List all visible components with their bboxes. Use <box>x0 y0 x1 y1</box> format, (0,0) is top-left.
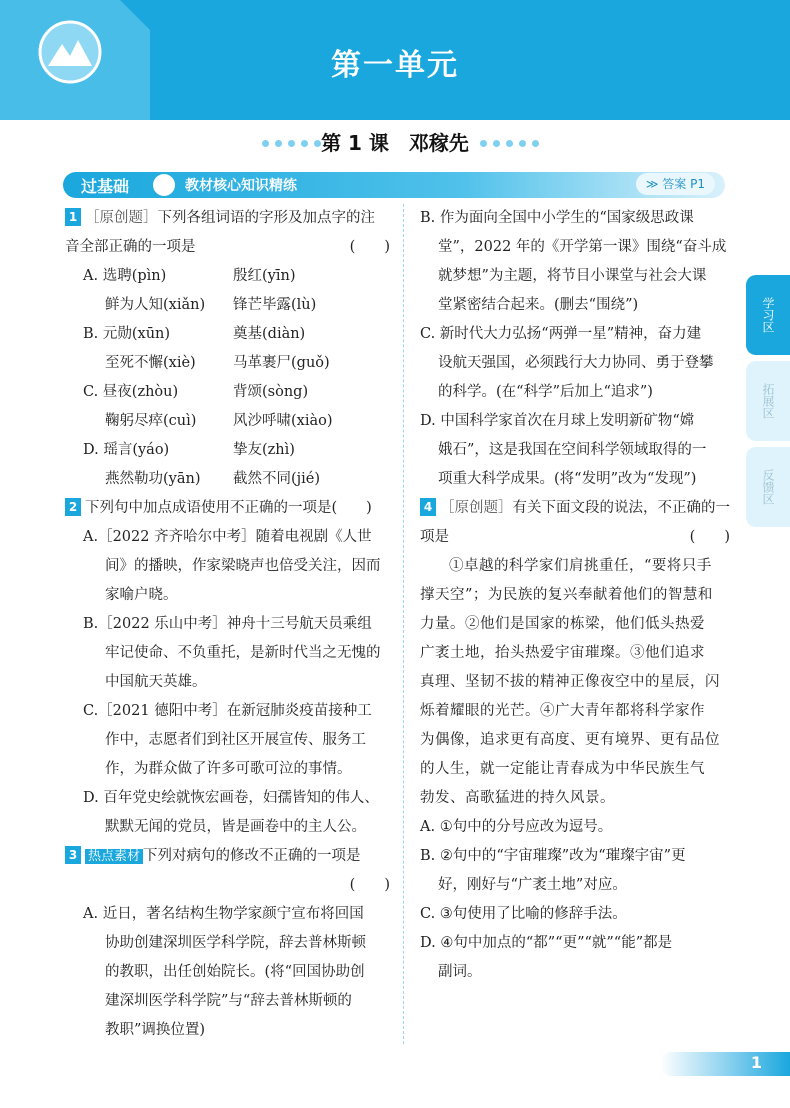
lesson-header <box>0 128 790 158</box>
question-2: 2 下列句中加点成语使用不正确的一项是( ) A.［2022 齐齐哈尔中考］随着电视剧《人世 间》的播映，作家梁晓声也倍受关注，因而 家喻户晓。 B.［2022 乐山中考］神舟十三号航天员乘组 牢记使命、不负重托，是新时代当之无愧的 中国航天英雄。 C.［2021 德阳中考］在新冠肺炎疫苗接种工 作中，志愿者们到社区开展宣传、服务工 作，为群众做了许多可歌可泣的事情。 D. 百年党史绘就恢宏画卷，妇孺皆知的伟人、 默默无闻的党员，皆是画卷中的主人公。 <box>65 494 390 842</box>
answer-paren: ( ) <box>349 239 390 255</box>
decor-dots-right <box>480 140 539 147</box>
hot-topic-badge: 热点素材 <box>85 849 143 864</box>
section-tag: 过基础 <box>81 177 130 196</box>
right-column <box>420 204 730 987</box>
tab-study[interactable]: 学习区 <box>746 275 790 355</box>
option: D. 瑶言(yáo) <box>83 442 170 458</box>
answer-link[interactable]: ≫ 答案 P1 <box>636 173 715 195</box>
option: B. 元勋(xūn) <box>83 326 171 342</box>
notebook-icon <box>153 174 175 196</box>
answer-paren: ( ) <box>689 529 730 545</box>
question-number: 4 <box>420 498 436 516</box>
tab-extend[interactable]: 拓展区 <box>746 361 790 441</box>
question-number: 2 <box>65 498 81 516</box>
section-bar <box>63 172 725 198</box>
q1-options: A. 选聘(pìn) 殷红(yīn) 鲜为人知(xiǎn) 锋芒毕露(lù) B. 元勋(xūn) 奠基(diàn) 至死不懈(xiè) 马革裹尸(guǒ) C. 昼夜(zhòu) 背颂(sòng) 鞠躬尽瘁(cuì) 风沙呼啸(xiào) D. 瑶言(yáo) 挚友(zhì) 燕然勒功(yān) 截然不同(jié) <box>65 262 390 494</box>
decor-dots-left <box>262 140 321 147</box>
side-tabs <box>746 275 790 533</box>
passage: ①卓越的科学家们肩挑重任，“要将只手 撑天空”；为民族的复兴奉献着他们的智慧和 力量。②他们是国家的栋梁，他们低头热爱 广袤土地，抬头热爱宇宙璀璨。③他们追求 真理、坚韧不拔的精神正像夜空中的星辰，闪 烁着耀眼的光芒。④广大青年都将科学家作 为偶像，追求更有高度、更有境界、更有品位 的人生，就一定能让青春成为中华民族生气 勃发、高歌猛进的持久风景。 <box>420 558 720 806</box>
question-3: 3 热点素材 下列对病句的修改不正确的一项是 ( ) A. 近日，著名结构生物学家颜宁宣布将回国 协助创建深圳医学科学院，辞去普林斯顿 的教职，出任创始院长。(将“回国协助创 建深圳医学科学院”与“辞去普林斯顿的 教职”调换位置) <box>65 842 390 1045</box>
question-3-continued: B. 作为面向全国中小学生的“国家级思政课 堂”，2022 年的《开学第一课》围绕“奋斗成 就梦想”为主题，将节目小课堂与社会大课 堂紧密结合起来。(删去“围绕”) C. 新时代大力弘扬“两弹一星”精神，奋力建 设航天强国，必须践行大力协同、勇于登攀 的科学。(在“科学”后加上“追求”) D. 中国科学家首次在月球上发明新矿物“嫦 娥石”，这是我国在空间科学领域取得的一 项重大科学成果。(将“发明”改为“发现”) <box>420 210 727 487</box>
question-number: 3 <box>65 846 81 864</box>
answer-paren: ( ) <box>349 877 390 893</box>
question-number: 1 <box>65 208 81 226</box>
option: C. 昼夜(zhòu) <box>83 384 179 400</box>
unit-title: 第一单元 <box>331 48 459 83</box>
section-subtitle: 教材核心知识精练 <box>185 178 297 194</box>
option: A. 选聘(pìn) <box>83 268 167 284</box>
column-divider <box>403 204 404 1044</box>
lesson-title: 第 1 课 邓稼先 <box>321 131 469 155</box>
left-column <box>65 204 390 1045</box>
unit-banner <box>0 0 790 120</box>
tab-feedback[interactable]: 反馈区 <box>746 447 790 527</box>
question-1: 1 ［原创题］下列各组词语的字形及加点字的注 音全部正确的一项是 ( ) A. 选聘(pìn) 殷红(yīn) 鲜为人知(xiǎn) 锋芒毕露(lù) B. 元勋(xūn) 奠基(diàn) 至死不懈(xiè) 马革裹尸(guǒ) C. 昼夜(zhòu) 背颂(sòng) 鞠躬尽瘁(cuì) 风沙呼啸(xiào) D. 瑶言(yáo) 挚友(zhì) 燕然勒功(yān) 截然不同(jié) <box>65 204 390 494</box>
page-number: 1 <box>750 1053 762 1072</box>
question-4: 4 ［原创题］有关下面文段的说法，不正确的一 项是 ( ) ①卓越的科学家们肩挑重任，“要将只手 撑天空”；为民族的复兴奉献着他们的智慧和 力量。②他们是国家的栋梁，他们低头热爱 广袤土地，抬头热爱宇宙璀璨。③他们追求 真理、坚韧不拔的精神正像夜空中的星辰，闪 烁着耀眼的光芒。④广大青年都将科学家作 为偶像，追求更有高度、更有境界、更有品位 的人生，就一定能让青春成为中华民族生气 勃发、高歌猛进的持久风景。 A. ①句中的分号应改为逗号。 B. ②句中的“宇宙璀璨”改为“璀璨宇宙”更 好，刚好与“广袤土地”对应。 C. ③句使用了比喻的修辞手法。 D. ④句中加点的“都”“更”“就”“能”都是 副词。 <box>420 500 730 980</box>
chevron-down-icon: ≫ <box>645 177 663 191</box>
page-number-tab <box>660 1052 790 1076</box>
